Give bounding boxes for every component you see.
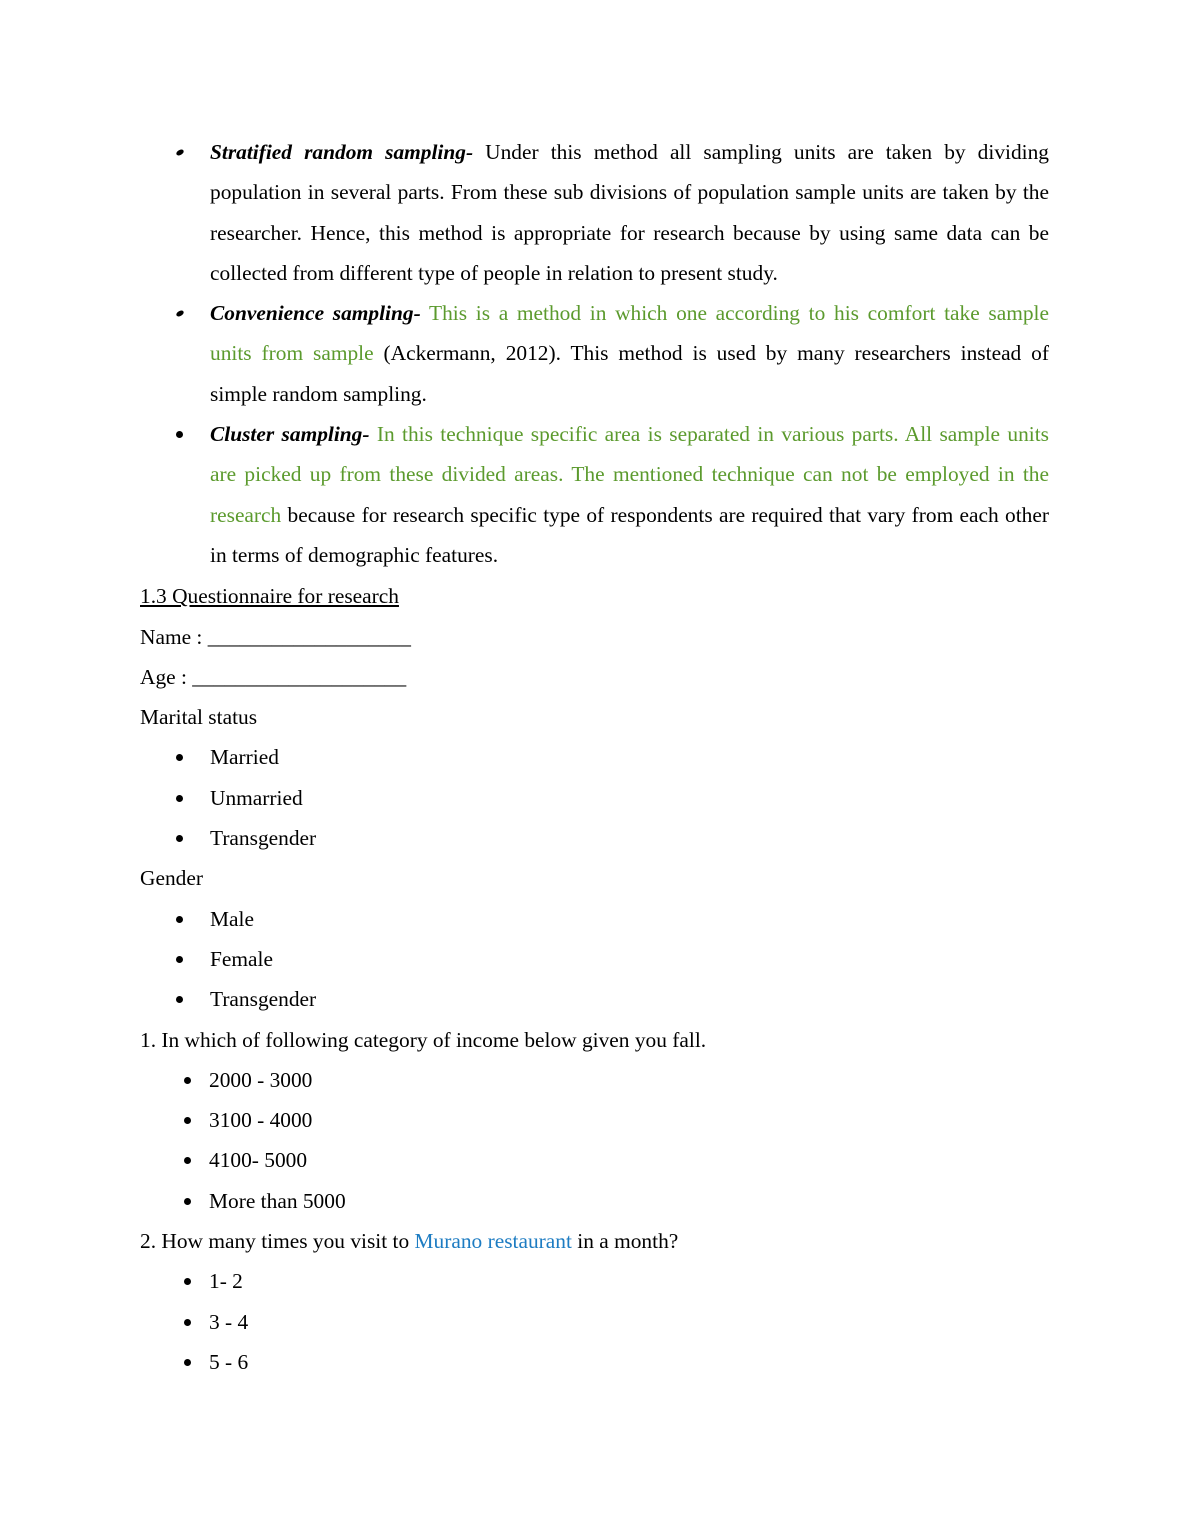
list-item — [140, 1181, 1049, 1221]
list-item — [140, 778, 1049, 818]
question-2 — [140, 1221, 1049, 1261]
name-field: Name : ___________________ — [140, 624, 411, 649]
gender-label: Gender — [140, 866, 203, 891]
bullet-icon — [184, 1359, 191, 1366]
bullet-icon — [184, 1198, 191, 1205]
list-item — [140, 939, 1049, 979]
marital-options — [140, 737, 1049, 858]
list-item — [140, 1060, 1049, 1100]
question-2-suffix: in a month? — [571, 1229, 679, 1254]
method-text: (Ackermann, 2012). This method is used by many researchers instead of simple random sampling. — [210, 341, 1049, 406]
age-field: Age : ____________________ — [140, 664, 407, 689]
bullet-icon — [176, 795, 183, 802]
list-item — [140, 1100, 1049, 1140]
gender-options — [140, 899, 1049, 1020]
bullet-icon — [184, 1157, 191, 1164]
method-term: Convenience sampling- — [210, 301, 421, 326]
option-label: Married — [210, 745, 279, 770]
list-item — [140, 414, 1049, 575]
method-text: because for research specific type of respondents are required that vary from each other in terms of demographic features. — [210, 502, 1049, 567]
bullet-icon — [184, 1077, 191, 1084]
bullet-icon — [184, 1319, 191, 1326]
list-item — [140, 899, 1049, 939]
option-label: Transgender — [210, 987, 317, 1012]
list-item — [140, 979, 1049, 1019]
bullet-icon — [184, 1117, 191, 1124]
section-heading: 1.3 Questionnaire for research — [140, 584, 399, 609]
option-label: Male — [210, 906, 254, 931]
list-item — [140, 1302, 1049, 1342]
question-2-prefix: 2. How many times you visit to — [140, 1229, 415, 1254]
option-label: 4100- 5000 — [209, 1148, 308, 1173]
income-options — [140, 1060, 1049, 1221]
method-text-highlight: This is a method in which one according to his comfort take sample units from sample — [210, 301, 1049, 366]
bullet-icon — [175, 148, 184, 156]
method-text: Under this method all sampling units are taken by dividing population in several parts. From these sub divisions of population sample units are taken by the researcher. Hence, this method is appropriate for research because by using same data can be collected from different type of people in relation to present study. — [210, 140, 1049, 285]
option-label: Unmarried — [210, 785, 303, 810]
method-term: Stratified random sampling- — [210, 140, 474, 164]
list-item — [140, 737, 1049, 777]
list-item — [140, 132, 1049, 293]
list-item — [140, 293, 1049, 414]
document-content — [140, 132, 1049, 1382]
bullet-icon — [176, 956, 183, 963]
bullet-icon — [175, 310, 184, 318]
list-item — [140, 1261, 1049, 1301]
bullet-icon — [176, 996, 183, 1003]
option-label: Female — [210, 946, 273, 971]
list-item — [140, 1342, 1049, 1382]
method-text-highlight: In this technique specific area is separated in various parts. All sample units are picked up from these divided areas. The mentioned technique can not be employed in the research — [210, 422, 1050, 527]
option-label: 2000 - 3000 — [209, 1067, 313, 1092]
option-label: 5 - 6 — [209, 1349, 249, 1374]
option-label: Transgender — [210, 826, 317, 851]
marital-status-label: Marital status — [140, 705, 258, 730]
question-1: 1. In which of following category of income below given you fall. — [140, 1027, 707, 1052]
bullet-icon — [176, 835, 183, 842]
bullet-icon — [176, 754, 183, 761]
bullet-icon — [184, 1278, 191, 1285]
list-item — [140, 1140, 1049, 1180]
option-label: 3100 - 4000 — [209, 1108, 313, 1133]
bullet-icon — [176, 431, 183, 438]
method-term: Cluster sampling- — [210, 422, 370, 447]
option-label: 3 - 4 — [209, 1309, 249, 1334]
list-item — [140, 818, 1049, 858]
restaurant-name: Murano restaurant — [414, 1229, 572, 1254]
visit-frequency-options — [140, 1261, 1049, 1382]
sampling-methods-list — [140, 132, 1049, 575]
option-label: More than 5000 — [209, 1188, 346, 1213]
bullet-icon — [176, 916, 183, 923]
option-label: 1- 2 — [209, 1269, 243, 1294]
